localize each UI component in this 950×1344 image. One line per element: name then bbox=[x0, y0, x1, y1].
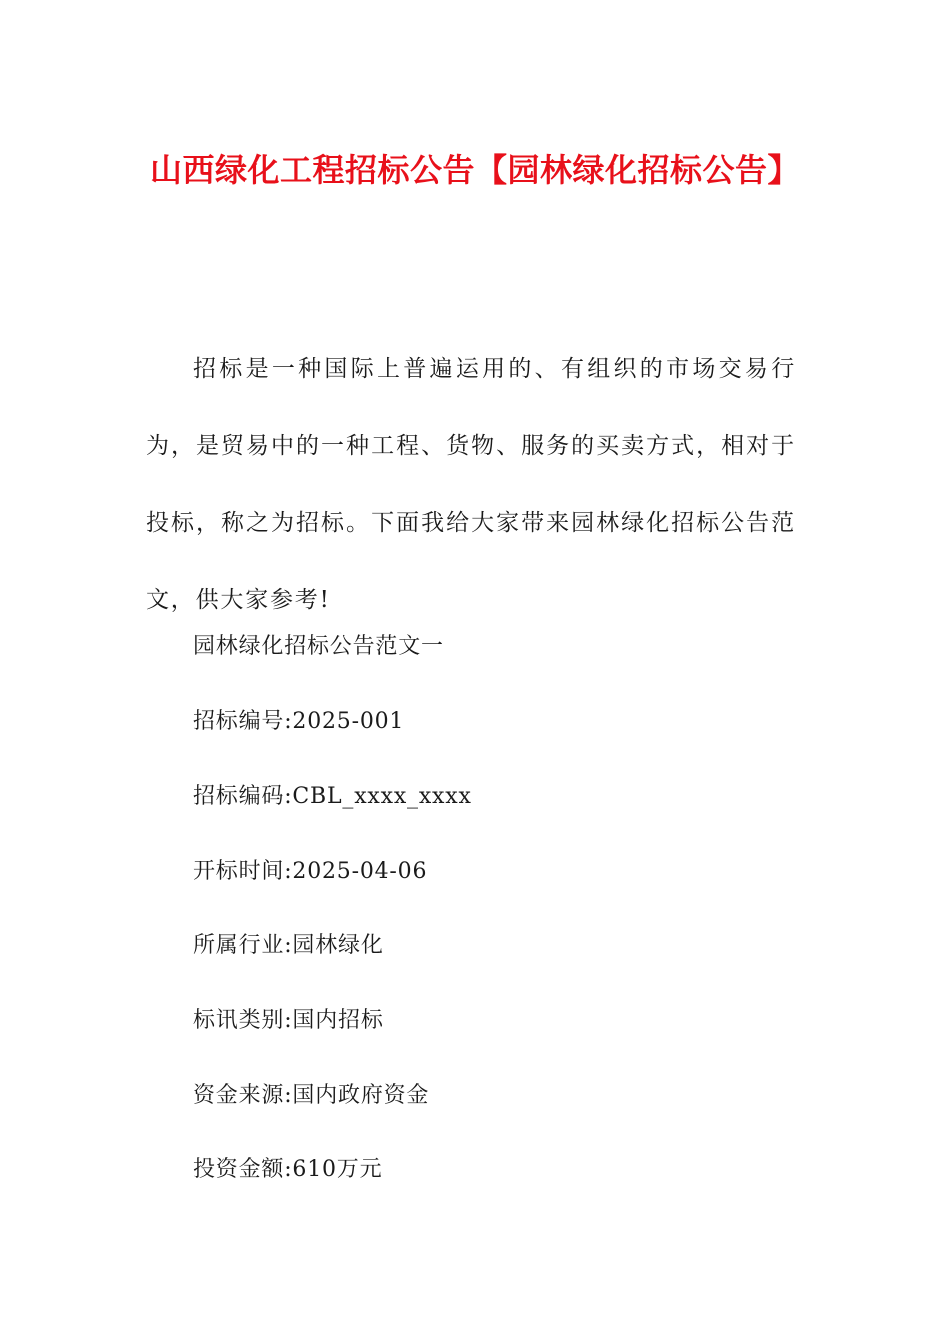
field-industry: 所属行业:园林绿化 bbox=[193, 933, 384, 958]
document-title: 山西绿化工程招标公告【园林绿化招标公告】 bbox=[150, 151, 801, 189]
field-bid-number: 招标编号:2025-001 bbox=[193, 709, 405, 734]
intro-paragraph: 招标是一种国际上普遍运用的、有组织的市场交易行为，是贸易中的一种工程、货物、服务的买卖方式，相对于投标，称之为招标。下面我给大家带来园林绿化招标公告范文，供大家参考! bbox=[146, 356, 796, 613]
field-bid-code: 招标编码:CBL_xxxx_xxxx bbox=[193, 784, 472, 809]
section-heading: 园林绿化招标公告范文一 bbox=[193, 634, 444, 659]
field-opening-time: 开标时间:2025-04-06 bbox=[193, 859, 428, 884]
field-bid-category: 标讯类别:国内招标 bbox=[193, 1008, 384, 1033]
field-investment-amount: 投资金额:610万元 bbox=[193, 1157, 383, 1182]
field-fund-source: 资金来源:国内政府资金 bbox=[193, 1083, 430, 1108]
